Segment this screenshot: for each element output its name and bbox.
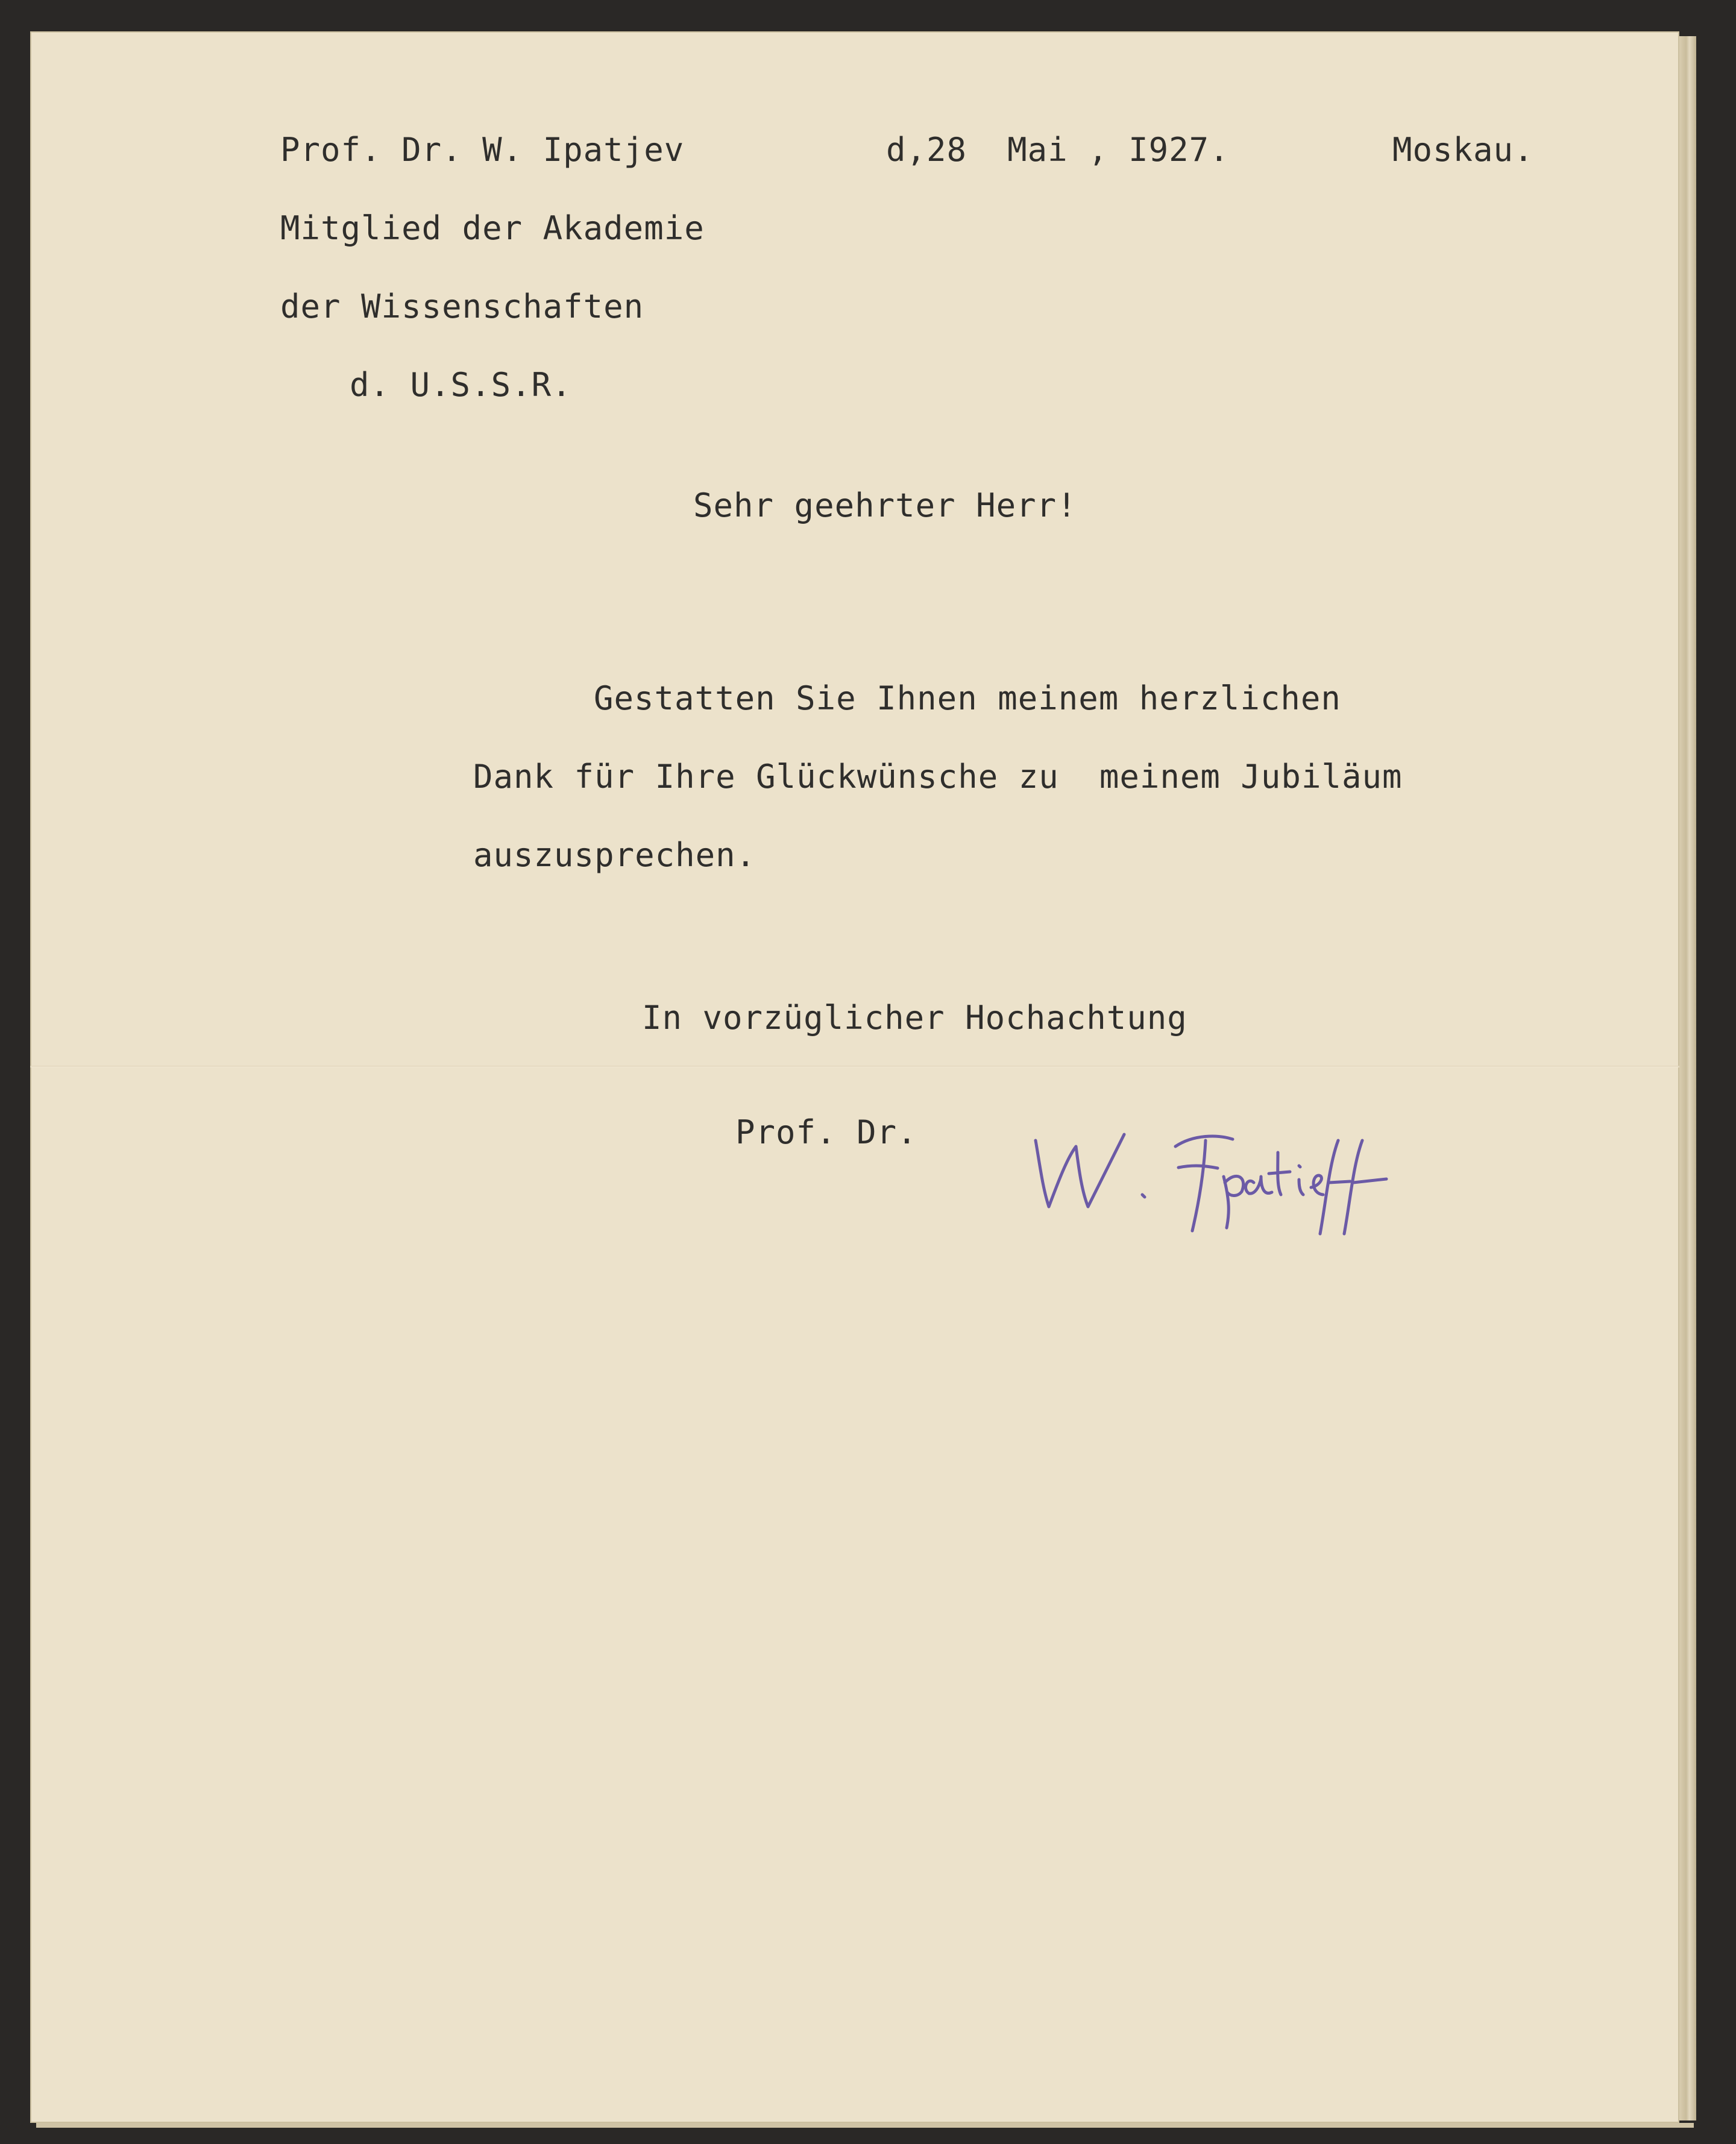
signature-title: Prof. Dr. bbox=[735, 1113, 917, 1151]
body-line-1: Gestatten Sie Ihnen meinem herzlichen bbox=[594, 679, 1341, 717]
closing: In vorzüglicher Hochachtung bbox=[642, 999, 1187, 1037]
sender-name: Prof. Dr. W. Ipatjev bbox=[280, 131, 685, 169]
body-line-2: Dank für Ihre Glückwünsche zu meinem Jubiläum bbox=[473, 758, 1403, 796]
signature-name: W. Ipatieff bbox=[1025, 1116, 1028, 1117]
body-line-3: auszusprechen. bbox=[473, 836, 756, 874]
letter-page bbox=[30, 31, 1679, 2123]
handwritten-signature bbox=[1025, 1116, 1423, 1237]
paper-edge-right bbox=[1679, 36, 1696, 2120]
paper-edge-bottom bbox=[36, 2123, 1694, 2128]
affiliation-line-2: der Wissenschaften bbox=[280, 288, 644, 325]
letter-date: d,28 Mai , I927. bbox=[886, 131, 1230, 169]
affiliation-line-3: d. U.S.S.R. bbox=[350, 366, 572, 404]
letter-place: Moskau. bbox=[1392, 131, 1534, 169]
affiliation-line-1: Mitglied der Akademie bbox=[280, 209, 705, 247]
salutation: Sehr geehrter Herr! bbox=[693, 486, 1077, 524]
